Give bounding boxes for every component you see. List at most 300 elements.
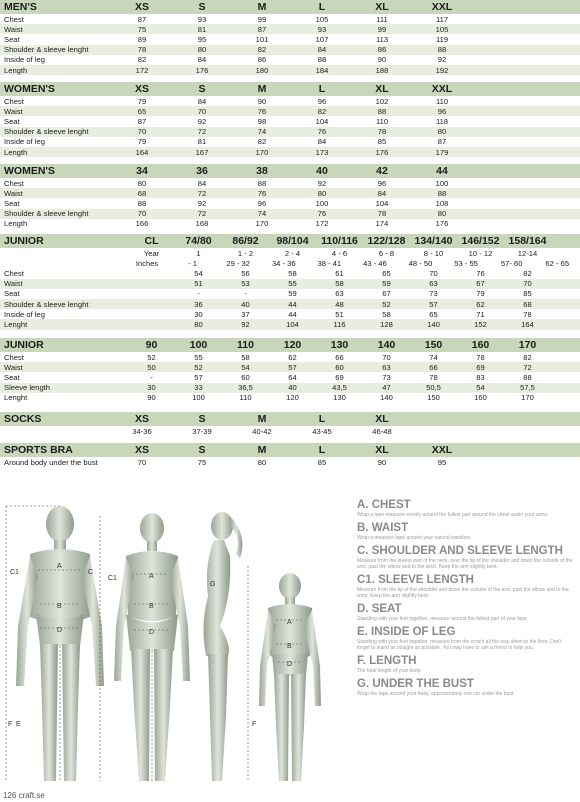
size-table	[0, 412, 580, 436]
table-cell: 96	[317, 96, 327, 106]
table-cell: 168	[195, 219, 209, 229]
table-cell: 74	[257, 209, 267, 219]
table-cell: 63	[429, 279, 438, 289]
table-cell: 4 - 6	[331, 248, 348, 258]
table-cell: 54	[241, 362, 250, 372]
table-cell: 44	[288, 299, 297, 309]
table-row	[0, 372, 580, 382]
table-cell: 52	[147, 352, 156, 362]
table-cell: 76	[257, 188, 267, 198]
row-label: Chest	[4, 268, 24, 278]
legend-description: Standing with your feet together, measure around the fullest part of your hips.	[357, 616, 528, 622]
table-cell: 92	[437, 55, 447, 65]
table-cell: 38 - 41	[317, 258, 342, 268]
row-label: Lenght	[4, 319, 28, 329]
table-cell: 172	[315, 219, 329, 229]
label-f: F	[8, 721, 13, 728]
table-cell: 69	[476, 362, 485, 372]
table-cell: 117	[435, 14, 449, 24]
size-header: M	[257, 444, 267, 456]
label-e: E	[16, 721, 21, 728]
size-table	[0, 0, 580, 75]
size-table	[0, 443, 580, 467]
table-cell: 84	[377, 188, 387, 198]
legend-title: C1. SLEEVE LENGTH	[357, 574, 474, 586]
size-header: 160	[471, 339, 490, 351]
label-f-child: F	[252, 721, 257, 728]
table-cell: 36	[194, 299, 203, 309]
table-cell: 92	[317, 178, 327, 188]
table-header	[0, 0, 580, 14]
table-cell: 150	[427, 393, 440, 403]
table-row	[0, 24, 580, 34]
table-cell: 70	[137, 127, 147, 137]
size-table	[0, 234, 580, 330]
size-header: XL	[375, 1, 389, 13]
table-header	[0, 164, 580, 178]
table-cell: 100	[315, 198, 329, 208]
table-cell: 101	[255, 34, 269, 44]
table-cell: 70	[382, 352, 391, 362]
row-label: Waist	[4, 188, 23, 198]
table-cell: 85	[377, 137, 387, 147]
size-header: L	[318, 444, 326, 456]
table-cell: 50,5	[426, 383, 441, 393]
table-title: SPORTS BRA	[4, 444, 73, 456]
size-header: M	[257, 413, 267, 425]
table-cell: 57	[429, 299, 438, 309]
child-figure	[259, 573, 321, 781]
page-footer: 126 craft.se	[3, 791, 45, 800]
legend-description: Measure from the tip of the shoulder and down the outside of the arm, past the elbow and to the wrist. Keep the arm slightly bent.	[357, 587, 569, 599]
row-label: Inside of leg	[4, 137, 45, 147]
table-row	[0, 383, 580, 393]
size-header: 40	[316, 165, 328, 177]
table-cell: 72	[197, 188, 207, 198]
table-cell: 86	[257, 55, 267, 65]
table-cell: 44	[288, 309, 297, 319]
table-cell: 93	[317, 24, 327, 34]
table-cell: 48	[335, 299, 344, 309]
table-row	[0, 248, 580, 258]
table-cell: Inches	[135, 258, 159, 268]
table-row	[0, 106, 580, 116]
table-row	[0, 289, 580, 299]
table-cell: 12-14	[517, 248, 538, 258]
table-cell: 102	[375, 96, 389, 106]
table-row	[0, 299, 580, 309]
row-label: Length	[4, 219, 28, 229]
table-cell: 76	[476, 268, 485, 278]
table-cell: 53	[241, 279, 250, 289]
table-cell: 67	[476, 279, 485, 289]
row-label: Lenght	[4, 393, 28, 403]
table-cell: 81	[197, 24, 207, 34]
table-cell: 90	[377, 55, 387, 65]
table-cell: 55	[288, 279, 297, 289]
table-cell: 78	[476, 352, 485, 362]
table-cell: 52	[194, 362, 203, 372]
size-header: 170	[518, 339, 537, 351]
table-row	[0, 279, 580, 289]
label-a-woman: A	[149, 573, 154, 580]
table-cell: 88	[257, 178, 267, 188]
row-label: Waist	[4, 24, 23, 34]
legend-description: Wrap a tape measure evenly around the fullest part around the chest under your arms.	[357, 512, 549, 518]
size-header: M	[257, 1, 267, 13]
table-cell: 88	[317, 55, 327, 65]
table-row	[0, 137, 580, 147]
table-cell: 66	[335, 352, 344, 362]
table-row	[0, 393, 580, 403]
table-cell: 176	[195, 65, 209, 75]
table-cell: 96	[437, 106, 447, 116]
table-cell: 108	[435, 198, 449, 208]
table-cell: 40-42	[252, 426, 272, 436]
table-cell: 72	[197, 127, 207, 137]
size-header: XS	[134, 1, 149, 13]
table-cell: 78	[523, 309, 532, 319]
row-label: Chest	[4, 178, 24, 188]
table-cell: 95	[197, 34, 207, 44]
size-header: 130	[330, 339, 349, 351]
size-header: 150	[424, 339, 443, 351]
table-cell: 82	[523, 352, 532, 362]
table-row	[0, 55, 580, 65]
table-cell: 43,5	[332, 383, 347, 393]
table-cell: 90	[147, 393, 156, 403]
table-cell: 57- 60	[500, 258, 523, 268]
label-b-woman: B	[149, 603, 154, 610]
table-cell: 1 - 2	[237, 248, 254, 258]
row-label: Seat	[4, 34, 20, 44]
label-a: A	[57, 563, 62, 570]
size-header: 36	[196, 165, 208, 177]
table-cell: 76	[257, 106, 267, 116]
table-cell: 56	[241, 268, 250, 278]
table-cell: 119	[435, 34, 449, 44]
size-header: XL	[375, 413, 389, 425]
size-header: 38	[256, 165, 268, 177]
table-cell: 63	[382, 362, 391, 372]
table-cell: 80	[257, 457, 267, 467]
table-cell: 84	[197, 178, 207, 188]
table-cell: 92	[197, 116, 207, 126]
table-cell: 37-39	[192, 426, 212, 436]
table-row	[0, 309, 580, 319]
row-label: Length	[4, 65, 28, 75]
size-header: L	[318, 413, 326, 425]
table-cell: 80	[137, 178, 147, 188]
table-row	[0, 147, 580, 157]
label-a-child: A	[287, 619, 292, 626]
table-cell: 55	[194, 352, 203, 362]
table-cell: 69	[335, 372, 344, 382]
table-cell: 128	[380, 319, 393, 329]
size-header: S	[198, 83, 206, 95]
table-title: WOMEN'S	[4, 165, 55, 177]
table-cell: 90	[257, 96, 267, 106]
table-cell: 88	[377, 106, 387, 116]
table-cell: 30	[194, 309, 203, 319]
table-cell: 75	[137, 24, 147, 34]
table-cell: 67	[382, 289, 391, 299]
table-cell: 43 - 46	[363, 258, 387, 268]
table-cell: 76	[317, 127, 327, 137]
label-d-woman: D	[149, 629, 155, 636]
table-cell: 99	[377, 24, 387, 34]
table-cell: 73	[382, 372, 391, 382]
table-row	[0, 426, 580, 436]
size-header: 158/164	[508, 235, 547, 247]
table-cell: 170	[255, 219, 269, 229]
size-header: S	[198, 444, 206, 456]
label-b: B	[57, 603, 62, 610]
table-cell: 98	[257, 116, 267, 126]
row-label: Around body under the bust	[4, 457, 98, 467]
label-d: D	[57, 627, 63, 634]
size-header: XS	[134, 83, 149, 95]
table-cell: 176	[375, 147, 389, 157]
table-cell: 78	[377, 127, 387, 137]
table-cell: 100	[435, 178, 449, 188]
table-cell: 170	[255, 147, 269, 157]
table-cell: 85	[523, 289, 532, 299]
row-label: Inside of leg	[4, 309, 45, 319]
table-title: JUNIOR	[4, 339, 44, 351]
table-cell: 76	[317, 209, 327, 219]
size-header: 74/80	[185, 235, 212, 247]
row-label: Sleeve length	[4, 383, 51, 393]
legend-description: Standing with your feet together, measure from the crotch all the way down to the floor. Don't forget to stand as straight as possible. You may have to ask a friend to help you.	[357, 639, 562, 651]
table-row	[0, 219, 580, 229]
table-cell: 46-48	[372, 426, 392, 436]
table-cell: 120	[286, 393, 299, 403]
size-header: 140	[377, 339, 396, 351]
table-cell: 40	[288, 383, 297, 393]
size-header: 44	[436, 165, 448, 177]
legend-title: C. SHOULDER AND SLEEVE LENGTH	[357, 545, 563, 557]
row-label: Seat	[4, 289, 20, 299]
table-cell: 68	[137, 188, 147, 198]
size-header: XL	[375, 444, 389, 456]
table-cell: 90	[377, 457, 387, 467]
label-c: C	[88, 569, 94, 576]
table-cell: 72	[523, 362, 532, 372]
size-header: CL	[144, 235, 159, 247]
table-cell: 105	[435, 24, 449, 34]
table-cell: 140	[380, 393, 393, 403]
table-cell: 78	[429, 372, 438, 382]
table-cell: 173	[315, 147, 329, 157]
row-label: Shoulder & sleeve lenght	[4, 127, 89, 137]
table-cell: 34 - 36	[271, 258, 296, 268]
table-row	[0, 258, 580, 268]
legend-title: B. WAIST	[357, 522, 409, 534]
table-cell: 180	[255, 65, 269, 75]
table-header	[0, 443, 580, 457]
table-cell: 70	[197, 106, 207, 116]
legend-title: F. LENGTH	[357, 655, 417, 667]
body-measurement-figures	[0, 496, 350, 791]
size-header: 34	[136, 165, 148, 177]
size-header: 122/128	[367, 235, 406, 247]
table-cell: 82	[257, 137, 267, 147]
table-cell: 88	[137, 198, 147, 208]
table-cell: 152	[474, 319, 487, 329]
table-cell: 85	[317, 457, 327, 467]
size-header: 110/116	[321, 235, 358, 247]
row-label: Shoulder & sleeve lenght	[4, 209, 89, 219]
table-cell: 170	[521, 393, 534, 403]
size-table	[0, 82, 580, 157]
table-cell: 29 - 32	[226, 258, 251, 268]
table-title: MEN'S	[4, 1, 37, 13]
table-cell: 34-36	[132, 426, 152, 436]
table-row	[0, 45, 580, 55]
table-cell: 59	[382, 279, 391, 289]
table-cell: 58	[335, 279, 344, 289]
table-cell: 1	[196, 248, 201, 258]
table-header	[0, 412, 580, 426]
table-cell: 57	[194, 372, 203, 382]
table-title: WOMEN'S	[4, 83, 55, 95]
table-cell: 65	[429, 309, 438, 319]
table-cell: 84	[197, 96, 207, 106]
table-cell: 87	[137, 14, 147, 24]
legend-title: A. CHEST	[357, 499, 411, 511]
table-cell: 188	[375, 65, 389, 75]
table-cell: 58	[288, 268, 297, 278]
table-cell: 72	[197, 209, 207, 219]
table-cell: 160	[474, 393, 487, 403]
table-row	[0, 319, 580, 329]
table-cell: 95	[437, 457, 447, 467]
table-cell: 111	[376, 14, 388, 24]
table-cell: 33	[194, 383, 203, 393]
row-label: Seat	[4, 372, 20, 382]
table-cell: -	[150, 372, 153, 382]
size-header: XXL	[431, 1, 453, 13]
table-header	[0, 234, 580, 248]
row-label: Inside of leg	[4, 55, 45, 65]
table-cell: 113	[375, 34, 389, 44]
table-cell: 92	[197, 198, 207, 208]
table-cell: 164	[135, 147, 149, 157]
legend-title: G. UNDER THE BUST	[357, 678, 474, 690]
table-cell: 70	[137, 457, 147, 467]
size-header: XS	[134, 413, 149, 425]
table-cell: 57	[288, 362, 297, 372]
row-label: Chest	[4, 352, 24, 362]
table-cell: 70	[523, 279, 532, 289]
table-header	[0, 82, 580, 96]
table-cell: 36,5	[238, 383, 253, 393]
legend-title: D. SEAT	[357, 603, 402, 615]
table-cell: 57,5	[520, 383, 535, 393]
legend-description: The total length of your body.	[357, 668, 422, 674]
table-cell: 47	[382, 383, 391, 393]
table-cell: 59	[288, 289, 297, 299]
table-cell: 58	[241, 352, 250, 362]
label-g: G	[210, 581, 216, 588]
table-cell: 52	[382, 299, 391, 309]
table-cell: 80	[437, 127, 447, 137]
table-cell: 86	[377, 45, 387, 55]
size-header: 90	[145, 339, 158, 351]
size-table	[0, 338, 580, 403]
table-cell: 87	[257, 24, 267, 34]
table-cell: 37	[241, 309, 250, 319]
table-cell: 166	[135, 219, 149, 229]
table-title: JUNIOR	[4, 235, 44, 247]
table-cell: 61	[335, 268, 344, 278]
table-row	[0, 457, 580, 467]
label-d-child: D	[287, 661, 293, 668]
table-cell: 63	[335, 289, 344, 299]
table-cell: 62	[288, 352, 297, 362]
size-header: M	[257, 83, 267, 95]
female-figure-side	[203, 512, 242, 781]
table-cell: 8 - 10	[423, 248, 444, 258]
table-cell: 81	[197, 137, 207, 147]
table-cell: 82	[137, 55, 147, 65]
legend-description: Wrap the tape around your body, approximately one cm under the bust.	[357, 691, 515, 697]
table-row	[0, 198, 580, 208]
label-c1-woman: C1	[108, 575, 117, 582]
table-cell: 82	[257, 45, 267, 55]
table-cell: 104	[375, 198, 389, 208]
table-cell: 79	[137, 137, 147, 147]
table-cell: 167	[195, 147, 209, 157]
table-cell: 78	[137, 45, 147, 55]
row-label: Chest	[4, 96, 24, 106]
table-cell: 88	[437, 188, 447, 198]
measurement-legend	[357, 498, 575, 700]
row-label: Seat	[4, 198, 20, 208]
table-cell: 79	[476, 289, 485, 299]
table-cell: 65	[137, 106, 147, 116]
table-cell: - 1	[188, 258, 198, 268]
table-cell: 10 - 12	[468, 248, 493, 258]
table-cell: 164	[521, 319, 534, 329]
table-cell: 54	[476, 383, 485, 393]
table-cell: 2 - 4	[284, 248, 301, 258]
row-label: Length	[4, 147, 28, 157]
table-cell: 64	[288, 372, 297, 382]
table-cell: 51	[335, 309, 344, 319]
table-row	[0, 96, 580, 106]
size-header: L	[318, 1, 326, 13]
table-cell: 87	[137, 116, 147, 126]
table-cell: 80	[317, 188, 327, 198]
table-cell: 110	[239, 393, 252, 403]
table-cell: 93	[197, 14, 207, 24]
size-header: 134/140	[414, 235, 453, 247]
table-cell: 62 - 65	[545, 258, 570, 268]
table-row	[0, 116, 580, 126]
size-header: XXL	[431, 83, 453, 95]
size-header: XS	[134, 444, 149, 456]
table-cell: 88	[523, 372, 532, 382]
table-cell: 192	[435, 65, 449, 75]
size-header: 146/152	[461, 235, 500, 247]
table-row	[0, 127, 580, 137]
table-cell: 96	[257, 198, 267, 208]
table-cell: 80	[194, 319, 203, 329]
size-header: L	[318, 83, 326, 95]
table-cell: 89	[137, 34, 147, 44]
